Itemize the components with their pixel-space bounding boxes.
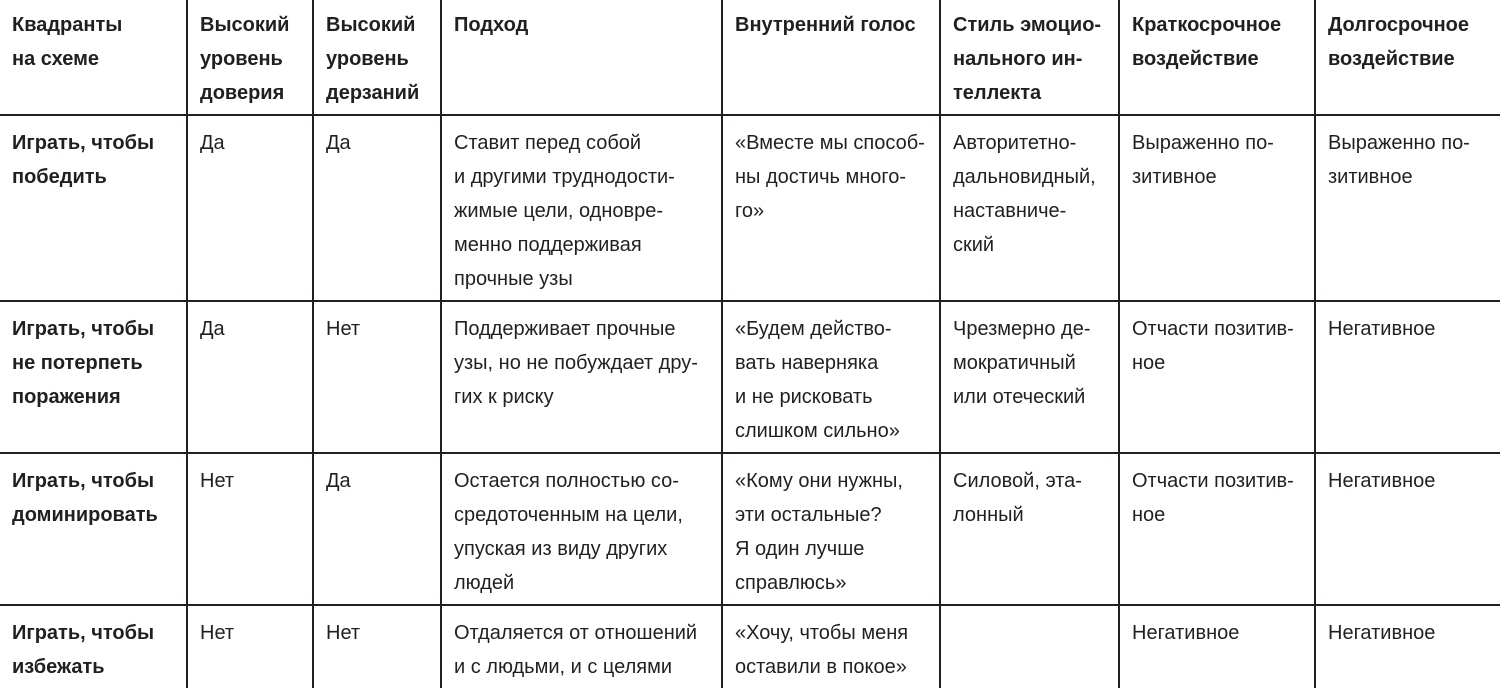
cell-quadrant: Играть, чтобы не потерпеть поражения <box>0 301 187 453</box>
cell-long-term: Негативное <box>1315 301 1500 453</box>
header-approach: Подход <box>441 0 722 115</box>
header-quadrant: Квадранты на схеме <box>0 0 187 115</box>
cell-approach: Поддерживает прочные узы, но не побуждает дру- гих к риску <box>441 301 722 453</box>
cell-long-term: Выраженно по- зитивное <box>1315 115 1500 301</box>
header-row <box>0 0 1500 115</box>
cell-long-term: Негативное <box>1315 605 1500 688</box>
header-long-term: Долгосрочное воздействие <box>1315 0 1500 115</box>
cell-quadrant: Играть, чтобы победить <box>0 115 187 301</box>
cell-inner-voice: «Будем действо- вать наверняка и не рисковать слишком сильно» <box>722 301 940 453</box>
table-row <box>0 605 1500 688</box>
cell-inner-voice: «Вместе мы способ- ны достичь много- го» <box>722 115 940 301</box>
cell-trust: Да <box>187 115 313 301</box>
cell-short-term: Отчасти позитив- ное <box>1119 301 1315 453</box>
cell-trust: Да <box>187 301 313 453</box>
cell-daring: Нет <box>313 301 441 453</box>
cell-quadrant: Играть, чтобы доминировать <box>0 453 187 605</box>
cell-approach: Отдаляется от отношений и с людьми, и с целями <box>441 605 722 688</box>
header-daring: Высокий уровень дерзаний <box>313 0 441 115</box>
cell-daring: Да <box>313 453 441 605</box>
cell-ei-style <box>940 605 1119 688</box>
cell-short-term: Выраженно по- зитивное <box>1119 115 1315 301</box>
header-ei-style: Стиль эмоцио- нального ин- теллекта <box>940 0 1119 115</box>
cell-ei-style: Чрезмерно де- мократичный или отеческий <box>940 301 1119 453</box>
cell-long-term: Негативное <box>1315 453 1500 605</box>
cell-approach: Остается полностью со- средоточенным на цели, упуская из виду других людей <box>441 453 722 605</box>
table-row <box>0 453 1500 605</box>
header-inner-voice: Внутренний голос <box>722 0 940 115</box>
table-row <box>0 301 1500 453</box>
cell-short-term: Отчасти позитив- ное <box>1119 453 1315 605</box>
header-trust: Высокий уровень доверия <box>187 0 313 115</box>
cell-trust: Нет <box>187 605 313 688</box>
header-short-term: Краткосрочное воздействие <box>1119 0 1315 115</box>
cell-inner-voice: «Кому они нужны, эти остальные? Я один лучше справлюсь» <box>722 453 940 605</box>
cell-approach: Ставит перед собой и другими труднодости- жимые цели, одновре- менно поддерживая прочные узы <box>441 115 722 301</box>
cell-short-term: Негативное <box>1119 605 1315 688</box>
cell-quadrant: Играть, чтобы избежать <box>0 605 187 688</box>
cell-inner-voice: «Хочу, чтобы меня оставили в покое» <box>722 605 940 688</box>
cell-daring: Да <box>313 115 441 301</box>
cell-daring: Нет <box>313 605 441 688</box>
cell-ei-style: Силовой, эта- лонный <box>940 453 1119 605</box>
cell-ei-style: Авторитетно- дальновидный, наставниче- ский <box>940 115 1119 301</box>
cell-trust: Нет <box>187 453 313 605</box>
table-row <box>0 115 1500 301</box>
